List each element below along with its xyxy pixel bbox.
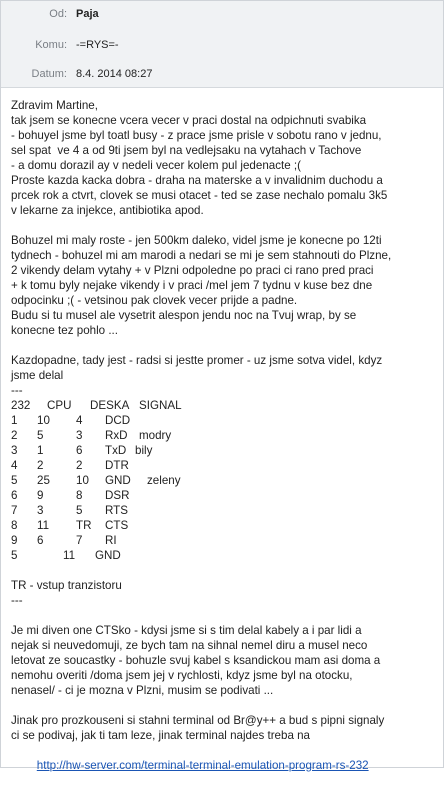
table-cell: 11 (37, 519, 50, 532)
body-line: - bohuyel jsme byl toatl busy - z prace jsme prisle v sobotu rano v jednu, (11, 129, 382, 142)
spacer (11, 608, 437, 623)
table-cell: bily (135, 444, 153, 457)
table-cell: DCD (105, 414, 131, 427)
body-line: - a domu dorazil ay v nedeli vecer kolem pul jedenacte ;( (11, 159, 301, 172)
body-line: --- (11, 384, 23, 397)
body-line: --- (11, 594, 23, 607)
from-label: Od: (49, 8, 67, 20)
body-line: Zdravim Martine, (11, 99, 98, 112)
table-row (11, 503, 437, 518)
table-cell: CTS (105, 519, 129, 532)
body-line: letovat ze soucastky - bohuzle svuj kabel s ksandickou mam asi doma a (11, 654, 381, 667)
paragraph-6 (11, 713, 437, 772)
table-cell: 10 (37, 414, 50, 427)
table-cell: GND (105, 474, 131, 487)
table-cell: modry (139, 429, 172, 442)
link-line (11, 743, 437, 772)
table-row (11, 473, 437, 488)
table-cell: 1 (11, 414, 18, 427)
date-label: Datum: (31, 68, 67, 80)
table-cell: 5 (11, 549, 18, 562)
message-header (1, 1, 443, 88)
table-cell: DESKA (90, 399, 130, 412)
body-line: nemohu overiti /doma jsem jej v rychlosti, kdyz jsme byl na otocku, (11, 669, 353, 682)
table-cell: TR (76, 519, 92, 532)
from-row (1, 8, 443, 28)
body-line: ci se podivaj, jak ti tam leze, jinak terminal najdes treba na (11, 729, 311, 742)
table-cell: 3 (76, 429, 83, 442)
table-cell: GND (95, 549, 121, 562)
table-cell: 5 (76, 504, 83, 517)
table-cell: 4 (76, 414, 83, 427)
body-line: odpocinku ;( - vetsinou pak clovek vecer prijde a padne. (11, 294, 298, 307)
table-cell: 11 (63, 549, 76, 562)
spacer (11, 698, 437, 713)
body-line: nenasel/ - ci je mozna v Plzni, musim se podivati ... (11, 684, 274, 697)
table-cell: 9 (11, 534, 18, 547)
body-line: Proste kazda kacka dobra - draha na materske a v invalidnim duchodu a (11, 174, 383, 187)
body-line: jsme delal (11, 369, 64, 382)
table-cell: 7 (11, 504, 18, 517)
body-line: Je mi diven one CTSko - kdysi jsme si s tim delal kabely a i par lidi a (11, 624, 362, 637)
paragraph-greeting (11, 98, 437, 218)
body-line: Kazdopadne, tady jest - radsi si jestte promer - uz jsme sotva videl, kdyz (11, 354, 383, 367)
body-line: sel spat ve 4 a od 9ti jsem byl na vedlejsaku na vytahach v Tachove (11, 144, 362, 157)
table-cell: 8 (76, 489, 83, 502)
spacer (11, 218, 437, 233)
table-cell: 232 (11, 399, 31, 412)
spacer (11, 338, 437, 353)
to-row (1, 39, 443, 59)
table-cell: 1 (37, 444, 44, 457)
body-line: prcek rok a ctvrt, clovek se musi otacet - ted se zase nechalo pomalu 3k5 (11, 189, 388, 202)
date-row (1, 68, 443, 88)
table-cell: DSR (105, 489, 130, 502)
terminal-download-link[interactable]: http://hw-server.com/terminal-terminal-emulation-program-rs-232 (36, 759, 369, 772)
table-row (11, 443, 437, 458)
sender-name[interactable]: Paja (76, 8, 99, 20)
body-line: tak jsem se konecne vcera vecer v praci dostal na odpichnuti svabika (11, 114, 367, 127)
table-cell: 6 (76, 444, 83, 457)
table-row (11, 533, 437, 548)
spacer (11, 563, 437, 578)
recipient-name[interactable]: -=RYS=- (76, 39, 119, 51)
date-value: 8.4. 2014 08:27 (76, 68, 153, 80)
table-cell: RTS (105, 504, 128, 517)
table-cell: 9 (37, 489, 44, 502)
table-cell: DTR (105, 459, 129, 472)
table-cell: 8 (11, 519, 18, 532)
table-cell: 7 (76, 534, 83, 547)
table-cell: 4 (11, 459, 18, 472)
table-cell: 6 (37, 534, 44, 547)
table-cell: 2 (37, 459, 44, 472)
paragraph-5 (11, 623, 437, 698)
table-row (11, 458, 437, 473)
body-line: nejak si neuvedomuji, ze bych tam na sihnal nemel diru a musel neco (11, 639, 368, 652)
paragraph-3 (11, 353, 437, 398)
body-line: Budu si tu musel ale vysetrit alespon jendu noc na Tvuj wrap, by se (11, 309, 357, 322)
table-cell: zeleny (147, 474, 181, 487)
to-label: Komu: (35, 39, 67, 51)
table-row (11, 488, 437, 503)
table-cell: 3 (11, 444, 18, 457)
body-line: konecne tez pohlo ... (11, 324, 118, 337)
table-cell: CPU (47, 399, 72, 412)
table-cell: RI (105, 534, 117, 547)
body-line: 2 vikendy delam vytahy + v Plzni odpoledne po praci ci rano pred praci (11, 264, 374, 277)
table-row (11, 413, 437, 428)
table-cell: 10 (76, 474, 89, 487)
table-cell: 2 (76, 459, 83, 472)
table-cell: RxD (105, 429, 128, 442)
body-line: tydnech - bohuzel mi am marodi a nedari se mi je sem stahnouti do Plzne, (11, 249, 392, 262)
table-row (11, 428, 437, 443)
table-row (11, 518, 437, 533)
table-cell: 25 (37, 474, 50, 487)
paragraph-4 (11, 578, 437, 608)
pinout-table (11, 398, 437, 563)
body-line: v lekarne za injekce, antibiotika apod. (11, 204, 204, 217)
table-cell: 5 (11, 474, 18, 487)
body-line: + k tomu byly nejake vikendy i v praci /mel jem 7 tydnu v kuse bez dne (11, 279, 373, 292)
table-cell: SIGNAL (139, 399, 182, 412)
table-cell: 6 (11, 489, 18, 502)
table-header-row (11, 398, 437, 413)
paragraph-2 (11, 233, 437, 338)
body-line: Bohuzel mi maly roste - jen 500km daleko, videl jsme je konecne po 12ti (11, 234, 382, 247)
message-body (11, 98, 437, 772)
table-row (11, 548, 437, 563)
table-cell: 5 (37, 429, 44, 442)
table-cell: TxD (105, 444, 127, 457)
body-line: Jinak pro prozkouseni si stahni terminal od Br@y++ a bud s pipni signaly (11, 714, 385, 727)
table-cell: 2 (11, 429, 18, 442)
body-line: TR - vstup tranzistoru (11, 579, 122, 592)
table-cell: 3 (37, 504, 44, 517)
